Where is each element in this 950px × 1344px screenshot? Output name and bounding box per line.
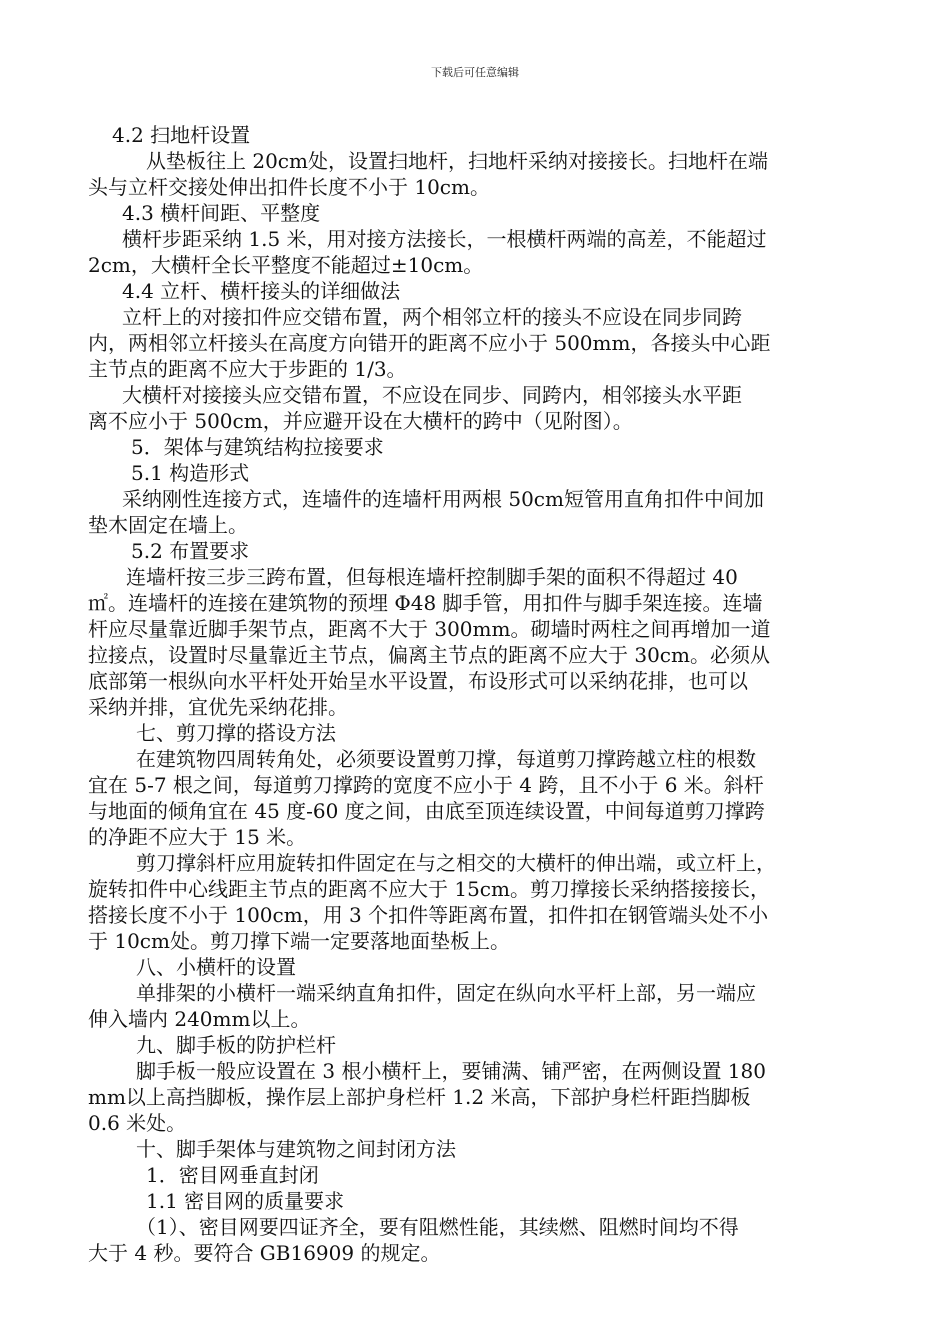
paragraph-line: 从垫板往上 20cm处，设置扫地杆，扫地杆采纳对接接长。扫地杆在端	[146, 149, 768, 173]
paragraph-line: 于 10cm处。剪刀撑下端一定要落地面垫板上。	[88, 929, 510, 953]
paragraph-line: 脚手板一般应设置在 3 根小横杆上，要铺满、铺严密，在两侧设置 180	[136, 1059, 766, 1083]
section-heading: 1．密目网垂直封闭	[146, 1163, 319, 1187]
paragraph-line: 剪刀撑斜杆应用旋转扣件固定在与之相交的大横杆的伸出端，或立杆上，	[136, 851, 776, 875]
paragraph-line: 与地面的倾角宜在 45 度-60 度之间，由底至顶连续设置，中间每道剪刀撑跨	[88, 799, 765, 823]
paragraph-line: 伸入墙内 240mm以上。	[88, 1007, 311, 1031]
paragraph-line: 横杆步距采纳 1.5 米，用对接方法接长，一根横杆两端的高差，不能超过	[122, 227, 767, 251]
paragraph-line: 垫木固定在墙上。	[88, 513, 248, 537]
paragraph-line: 拉接点，设置时尽量靠近主节点，偏离主节点的距离不应大于 30cm。必须从	[88, 643, 770, 667]
paragraph-line: 0.6 米处。	[88, 1111, 187, 1135]
paragraph-line: 的净距不应大于 15 米。	[88, 825, 307, 849]
paragraph-line: 2cm，大横杆全长平整度不能超过±10cm。	[88, 253, 484, 277]
section-heading: 4.2 扫地杆设置	[112, 123, 251, 147]
paragraph-line: 底部第一根纵向水平杆处开始呈水平设置，布设形式可以采纳花排，也可以	[88, 669, 748, 693]
section-heading: 5．架体与建筑结构拉接要求	[131, 435, 384, 459]
paragraph-line: 在建筑物四周转角处，必须要设置剪刀撑，每道剪刀撑跨越立柱的根数	[136, 747, 756, 771]
section-heading: 4.3 横杆间距、平整度	[122, 201, 321, 225]
paragraph-line: mm以上高挡脚板，操作层上部护身栏杆 1.2 米高，下部护身栏杆距挡脚板	[88, 1085, 751, 1109]
paragraph-line: 单排架的小横杆一端采纳直角扣件，固定在纵向水平杆上部，另一端应	[136, 981, 756, 1005]
paragraph-line: 宜在 5-7 根之间，每道剪刀撑跨的宽度不应小于 4 跨，且不小于 6 米。斜杆	[88, 773, 764, 797]
section-heading: 七、剪刀撑的搭设方法	[136, 721, 336, 745]
section-heading: 4.4 立杆、横杆接头的详细做法	[122, 279, 401, 303]
paragraph-line: 搭接长度不小于 100cm，用 3 个扣件等距离布置，扣件扣在钢管端头处不小	[88, 903, 769, 927]
section-heading: 5.2 布置要求	[131, 539, 250, 563]
section-heading: 九、脚手板的防护栏杆	[136, 1033, 336, 1057]
paragraph-line: 主节点的距离不应大于步距的 1/3。	[88, 357, 407, 381]
paragraph-line: 头与立杆交接处伸出扣件长度不小于 10cm。	[88, 175, 490, 199]
section-heading: 十、脚手架体与建筑物之间封闭方法	[136, 1137, 456, 1161]
section-heading: 1.1 密目网的质量要求	[146, 1189, 345, 1213]
paragraph-line: 大于 4 秒。要符合 GB16909 的规定。	[88, 1241, 441, 1265]
paragraph-line: 大横杆对接接头应交错布置，不应设在同步、同跨内，相邻接头水平距	[122, 383, 742, 407]
paragraph-line: 离不应小于 500cm，并应避开设在大横杆的跨中（见附图）。	[88, 409, 633, 433]
paragraph-line: 内，两相邻立杆接头在高度方向错开的距离不应小于 500mm，各接头中心距	[88, 331, 771, 355]
paragraph-line: 立杆上的对接扣件应交错布置，两个相邻立杆的接头不应设在同步同跨	[122, 305, 742, 329]
paragraph-line: （1）、密目网要四证齐全，要有阻燃性能，其续燃、阻燃时间均不得	[136, 1215, 739, 1239]
paragraph-line: 采纳刚性连接方式，连墙件的连墙杆用两根 50cm短管用直角扣件中间加	[122, 487, 764, 511]
paragraph-line: 连墙杆按三步三跨布置，但每根连墙杆控制脚手架的面积不得超过 40	[126, 565, 738, 589]
page-header-note: 下载后可任意编辑	[431, 66, 519, 79]
paragraph-line: ㎡。连墙杆的连接在建筑物的预埋 Φ48 脚手管，用扣件与脚手架连接。连墙	[88, 591, 763, 615]
paragraph-line: 采纳并排，宜优先采纳花排。	[88, 695, 348, 719]
section-heading: 5.1 构造形式	[131, 461, 250, 485]
paragraph-line: 旋转扣件中心线距主节点的距离不应大于 15cm。剪刀撑接长采纳搭接接长，	[88, 877, 770, 901]
section-heading: 八、小横杆的设置	[136, 955, 296, 979]
paragraph-line: 杆应尽量靠近脚手架节点，距离不大于 300mm。砌墙时两柱之间再增加一道	[88, 617, 771, 641]
